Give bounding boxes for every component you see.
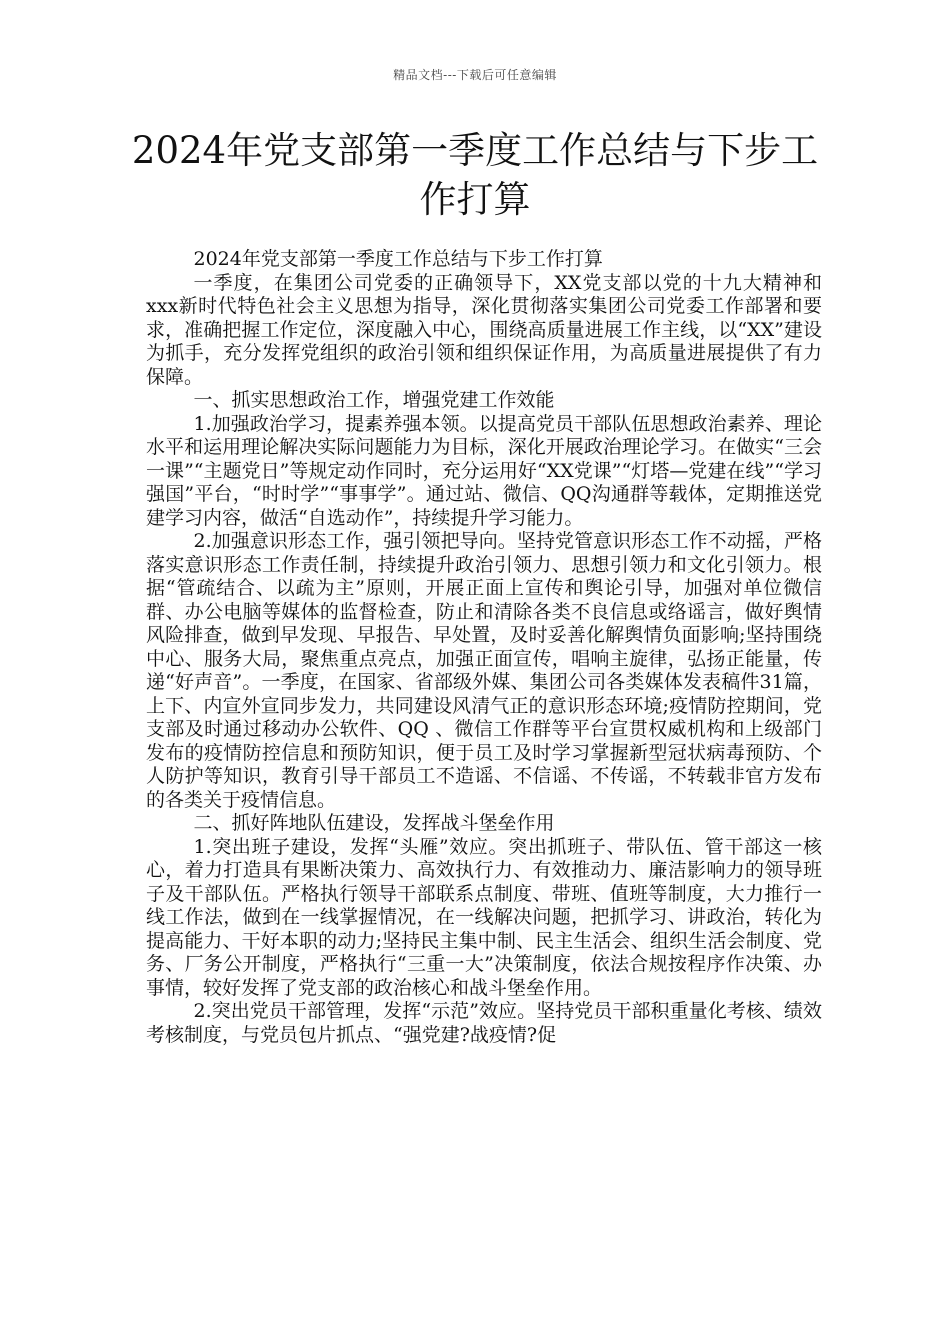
section-heading-2: 二、抓好阵地队伍建设，发挥战斗堡垒作用: [193, 812, 555, 834]
page-header: 精品文档---下载后可任意编辑: [393, 68, 557, 82]
section-heading-1: 一、抓实思想政治工作，增强党建工作效能: [193, 389, 555, 411]
paragraph-2-2: 2.突出党员干部管理，发挥“示范”效应。坚持党员干部积重量化考核、绩效考核制度，与党员包片抓点、“强党建?战疫情?促: [146, 1000, 822, 1046]
paragraph-1-1: 1.加强政治学习，提素养强本领。以提高党员干部队伍思想政治素养、理论水平和运用理论解决实际问题能力为目标，深化开展政治理论学习。在做实“三会一课”“主题党日”等规定动作同时，充分运用好“XX党课”“灯塔—党建在线”“学习强国”平台，“时时学”“事事学”。通过站、微信、QQ沟通群等载体，定期推送党建学习内容，做活“自选动作”，持续提升学习能力。: [146, 412, 822, 529]
paragraph-intro: 一季度，在集团公司党委的正确领导下，XX党支部以党的十九大精神和xxx新时代特色社会主义思想为指导，深化贯彻落实集团公司党委工作部署和要求，准确把握工作定位，深度融入中心，围绕高质量进展工作主线，以“XX”建设为抓手，充分发挥党组织的政治引领和组织保证作用，为高质量进展提供了有力保障。: [146, 271, 822, 388]
paragraph-2-1: 1.突出班子建设，发挥“头雁”效应。突出抓班子、带队伍、管干部这一核心，着力打造具有果断决策力、高效执行力、有效推动力、廉洁影响力的领导班子及干部队伍。严格执行领导干部联系点制度、带班、值班等制度，大力推行一线工作法，做到在一线掌握情况，在一线解决问题，把抓学习、讲政治，转化为提高能力、干好本职的动力;坚持民主集中制、民主生活会、组织生活会制度、党务、厂务公开制度，严格执行“三重一大”决策制度，依法合规按程序作决策、办事情，较好发挥了党支部的政治核心和战斗堡垒作用。: [146, 835, 822, 999]
document-body: [146, 248, 822, 1047]
paragraph-1-2: 2.加强意识形态工作，强引领把导向。坚持党管意识形态工作不动摇，严格落实意识形态工作责任制，持续提升政治引领力、思想引领力和文化引领力。根据“管疏结合、以疏为主”原则，开展正面上宣传和舆论引导，加强对单位微信群、办公电脑等媒体的监督检查，防止和清除各类不良信息或络谣言，做好舆情风险排查，做到早发现、早报告、早处置，及时妥善化解舆情负面影响;坚持围绕中心、服务大局，聚焦重点亮点，加强正面宣传，唱响主旋律，弘扬正能量，传递“好声音”。一季度，在国家、省部级外媒、集团公司各类媒体发表稿件31篇，上下、内宣外宣同步发力，共同建设风清气正的意识形态环境;疫情防控期间，党支部及时通过移动办公软件、QQ 、微信工作群等平台宣贯权威机构和上级部门发布的疫情防控信息和预防知识，便于员工及时学习掌握新型冠状病毒预防、个人防护等知识，教育引导干部员工不造谣、不信谣、不传谣，不转载非官方发布的各类关于疫情信息。: [146, 530, 822, 811]
paragraph-subtitle: 2024年党支部第一季度工作总结与下步工作打算: [193, 248, 603, 270]
document-title: 2024年党支部第一季度工作总结与下步工作打算: [131, 129, 819, 221]
